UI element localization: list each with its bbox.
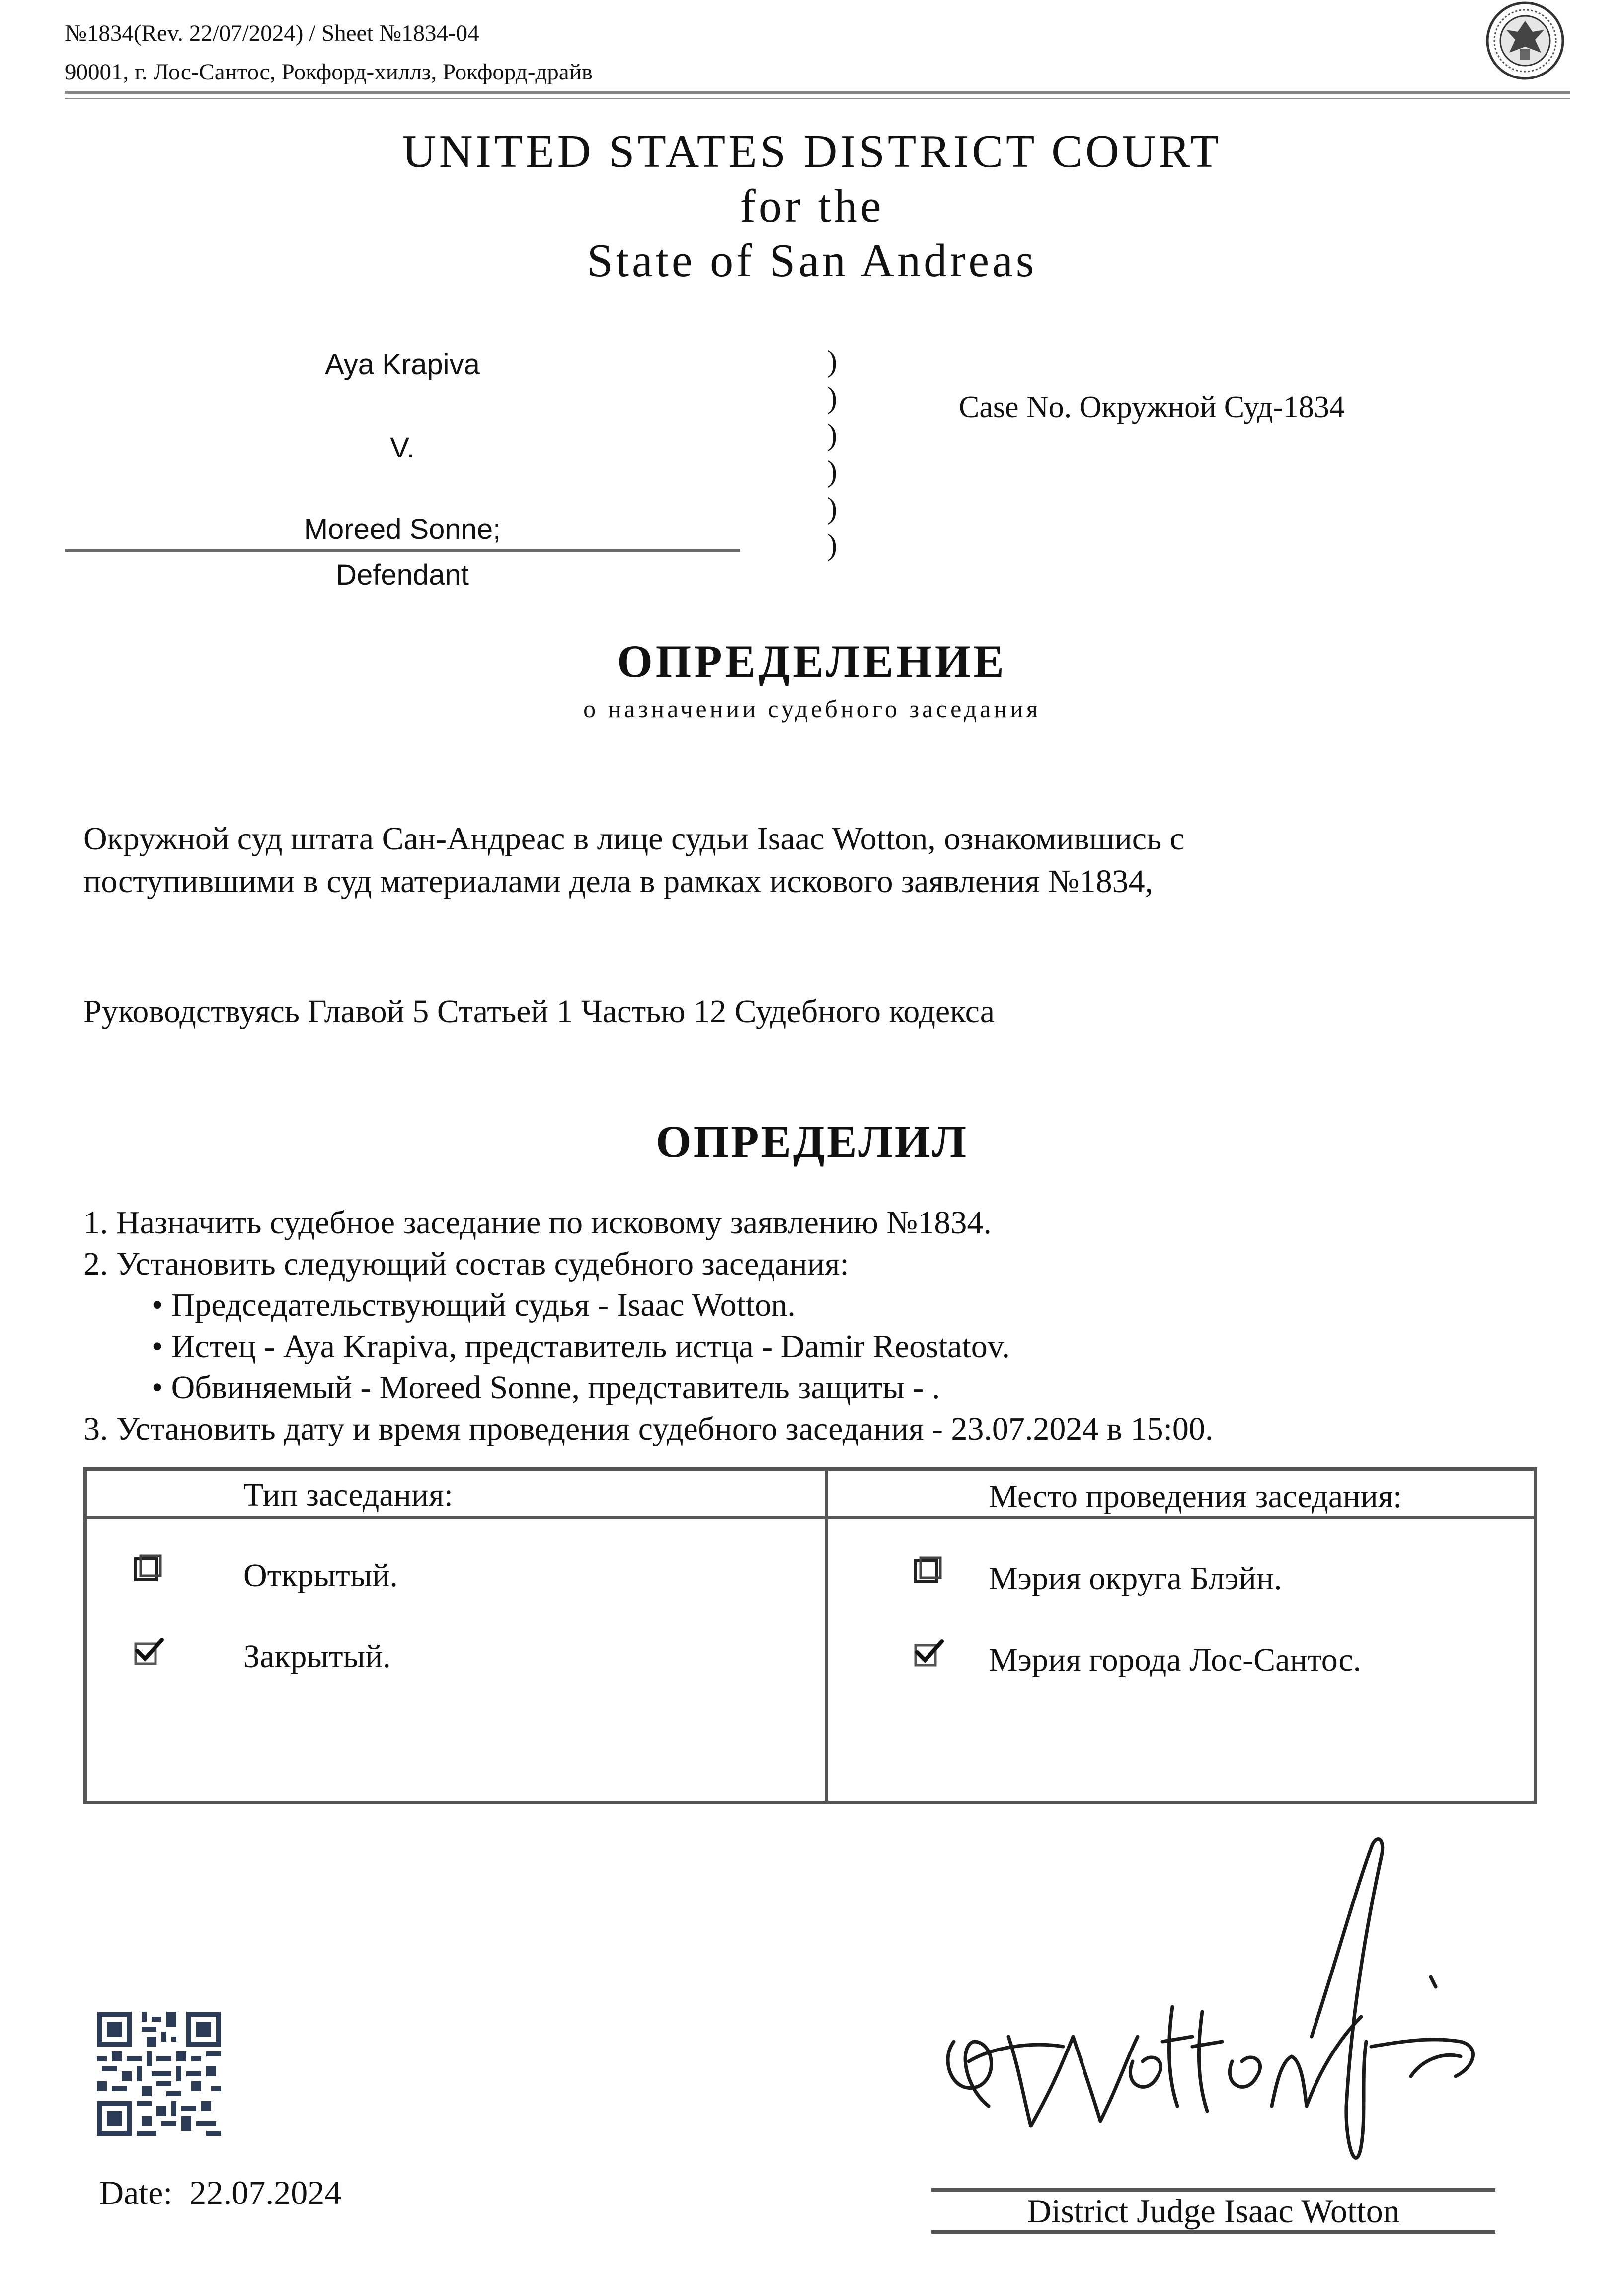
option-blaine-county-hall: Мэрия округа Блэйн. <box>989 1560 1282 1596</box>
header-rule <box>65 91 1570 94</box>
option-closed-session: Закрытый. <box>243 1638 391 1674</box>
checkbox-unchecked-icon[interactable] <box>133 1554 164 1585</box>
date-line <box>99 2173 341 2212</box>
ruling-item: 2. Установить следующий состав судебного заседания: <box>83 1246 849 1282</box>
paren: ) <box>827 455 837 488</box>
court-for-the: for the <box>740 180 884 232</box>
option-los-santos-city-hall: Мэрия города Лос-Сантос. <box>989 1642 1362 1678</box>
header-rule-thin <box>65 98 1570 99</box>
option-open-session: Открытый. <box>243 1557 398 1594</box>
ruling-subitem: • Обвиняемый - Moreed Sonne, представитель защиты - . <box>152 1369 940 1406</box>
document-subtitle: о назначении судебного заседания <box>583 695 1041 723</box>
defendant-rule <box>65 549 740 552</box>
signature-rule-bottom <box>931 2230 1495 2234</box>
defendant-name: Moreed Sonne; <box>304 513 501 545</box>
ruling-item: 1. Назначить судебное заседание по исковому заявлению №1834. <box>83 1205 992 1241</box>
judge-title: District Judge Isaac Wotton <box>1027 2192 1400 2230</box>
case-number: Case No. Окружной Суд-1834 <box>959 390 1345 424</box>
signature-rule <box>931 2188 1495 2192</box>
paren: ) <box>827 381 837 414</box>
ruling-subitem: • Истец - Aya Krapiva, представитель истца - Damir Reostatov. <box>152 1328 1010 1365</box>
checkbox-checked-icon[interactable] <box>913 1638 944 1669</box>
body-paragraph-line: Окружной суд штата Сан-Андреас в лице судьи Isaac Wotton, ознакомившись с <box>83 821 1184 857</box>
ruling-heading: ОПРЕДЕЛИЛ <box>656 1116 968 1167</box>
date-label: Date: <box>99 2174 173 2211</box>
plaintiff-name: Aya Krapiva <box>325 348 480 380</box>
table-header-divider <box>83 1516 1537 1519</box>
versus-label: V. <box>390 432 415 464</box>
qr-code-icon[interactable] <box>97 2012 221 2136</box>
court-name: UNITED STATES DISTRICT COURT <box>402 126 1222 177</box>
paren: ) <box>827 418 837 451</box>
court-seal-icon <box>1485 1 1565 80</box>
session-type-header: Тип заседания: <box>243 1477 453 1513</box>
paren: ) <box>827 492 837 525</box>
date-value: 22.07.2024 <box>189 2174 342 2211</box>
document-title: ОПРЕДЕЛЕНИЕ <box>617 636 1007 686</box>
checkbox-checked-icon[interactable] <box>133 1637 164 1668</box>
defendant-role: Defendant <box>336 559 469 591</box>
caption-parentheses <box>827 343 837 563</box>
checkbox-unchecked-icon[interactable] <box>913 1556 944 1587</box>
judge-signature <box>934 1828 1520 2191</box>
ruling-item: 3. Установить дату и время проведения судебного заседания - 23.07.2024 в 15:00. <box>83 1411 1214 1447</box>
paren: ) <box>827 529 837 561</box>
body-paragraph-line: поступившими в суд материалами дела в рамках искового заявления №1834, <box>83 863 1154 900</box>
paren: ) <box>827 345 837 378</box>
legal-basis: Руководствуясь Главой 5 Статьей 1 Частью 12 Судебного кодекса <box>83 993 995 1030</box>
session-location-header: Место проведения заседания: <box>989 1478 1402 1515</box>
ruling-subitem: • Председательствующий судья - Isaac Wotton. <box>152 1287 796 1323</box>
court-state: State of San Andreas <box>587 235 1037 287</box>
document-revision: №1834(Rev. 22/07/2024) / Sheet №1834-04 <box>65 20 479 46</box>
court-address: 90001, г. Лос-Сантос, Рокфорд-хиллз, Рокфорд-драйв <box>65 59 593 85</box>
